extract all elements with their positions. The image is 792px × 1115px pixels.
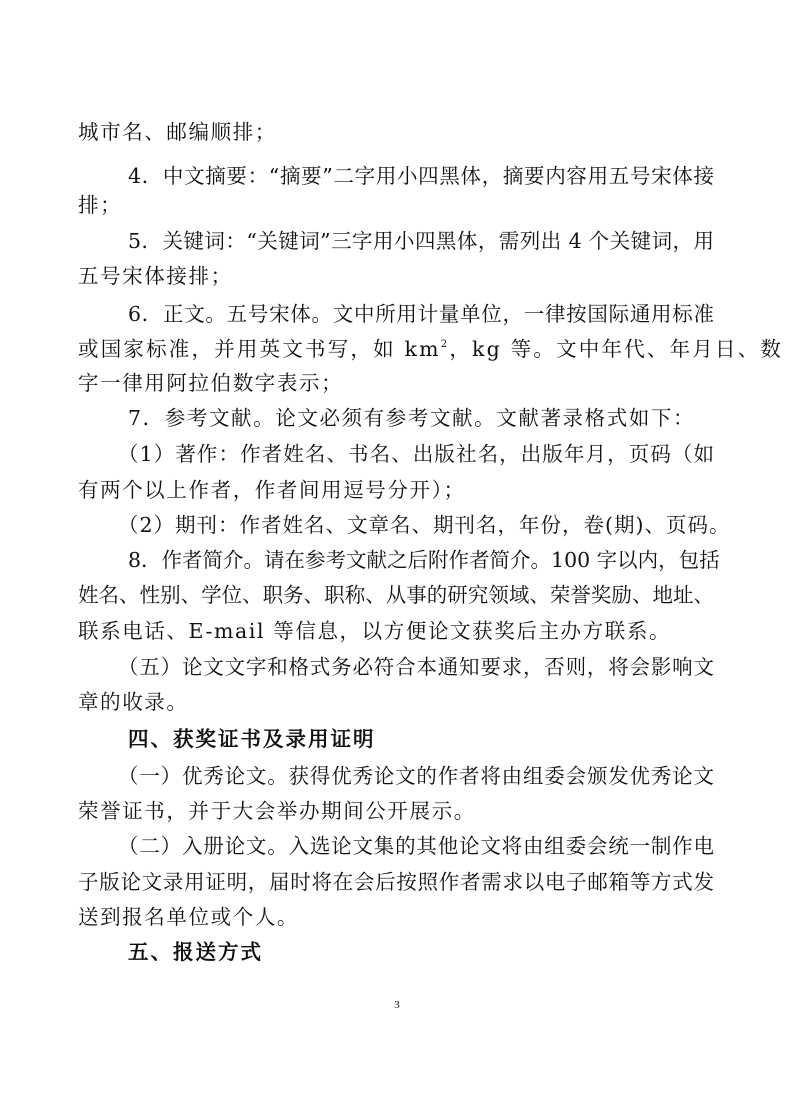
text-segment: 或国家标准，并用英文书写，如 km xyxy=(78,337,441,361)
text-line: （一）优秀论文。获得优秀论文的作者将由组委会颁发优秀论文 xyxy=(118,764,714,788)
text-line: 7．参考文献。论文必须有参考文献。文献著录格式如下： xyxy=(128,406,696,430)
text-line: 城市名、邮编顺排； xyxy=(78,120,277,144)
text-line: 姓名、性别、学位、职务、职称、从事的研究领域、荣誉奖励、地址、 xyxy=(78,583,714,607)
section-heading: 四、获奖证书及录用证明 xyxy=(128,727,376,751)
text-line: 字一律用阿拉伯数字表示； xyxy=(78,371,344,395)
text-line: （1）著作：作者姓名、书名、出版社名，出版年月，页码（如 xyxy=(118,442,714,466)
text-line: 联系电话、E-mail 等信息，以方便论文获奖后主办方联系。 xyxy=(78,619,672,643)
page-number: 3 xyxy=(394,999,400,1011)
text-line: 子版论文录用证明，届时将在会后按照作者需求以电子邮箱等方式发 xyxy=(78,870,714,894)
text-line: 荣誉证书，并于大会举办期间公开展示。 xyxy=(78,799,476,823)
text-line: 4．中文摘要：“摘要”二字用小四黑体，摘要内容用五号宋体接 xyxy=(128,164,714,188)
text-segment: ，kg 等。文中年代、年月日、数 xyxy=(449,337,784,361)
text-line: 送到报名单位或个人。 xyxy=(78,905,299,929)
section-heading: 五、报送方式 xyxy=(128,940,263,964)
text-line: 6．正文。五号宋体。文中所用计量单位，一律按国际通用标准 xyxy=(128,302,714,326)
text-line: 排； xyxy=(78,193,123,217)
superscript: 2 xyxy=(440,339,450,350)
text-line: （2）期刊：作者姓名、文章名、期刊名，年份，卷(期)、页码。 xyxy=(118,513,731,537)
text-line: 有两个以上作者，作者间用逗号分开）； xyxy=(78,478,466,502)
text-line: 5．关键词：“关键词”三字用小四黑体，需列出 4 个关键词，用 xyxy=(128,229,714,253)
text-line: 8．作者简介。请在参考文献之后附作者简介。100 字以内，包括 xyxy=(128,548,720,572)
text-line: 章的收录。 xyxy=(78,690,189,714)
text-line xyxy=(78,332,783,366)
text-line: 五号宋体接排； xyxy=(78,264,233,288)
text-line: （五）论文文字和格式务必符合本通知要求，否则，将会影响文 xyxy=(118,655,714,679)
text-line: （二）入册论文。入选论文集的其他论文将由组委会统一制作电 xyxy=(118,834,714,858)
